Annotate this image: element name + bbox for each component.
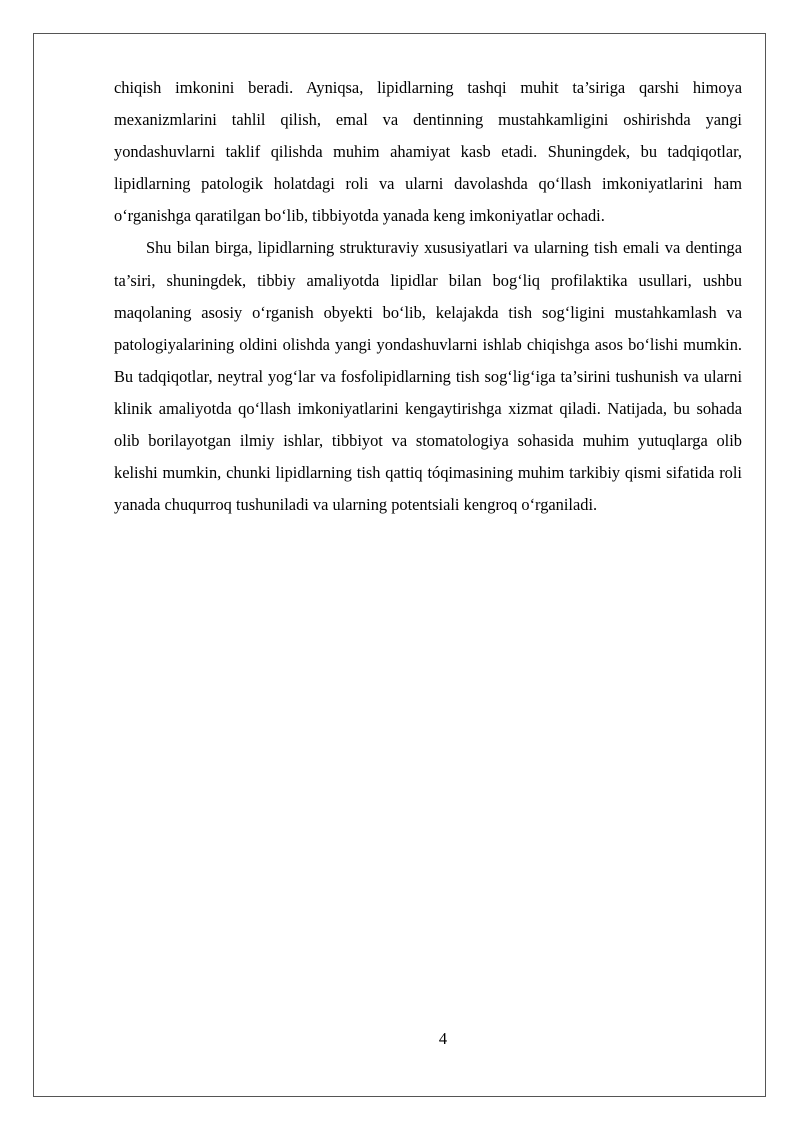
page-number: 4 (438, 1029, 448, 1048)
document-body (114, 72, 742, 521)
paragraph-2: Shu bilan birga, lipidlarning strukturaviy xususiyatlari va ularning tish emali va dentinga ta’siri, shuningdek, tibbiy amaliyotda lipidlar bilan bog‘liq profilaktika usullari, ushbu maqolaning asosiy o‘rganish obyekti bo‘lib, kelajakda tish sog‘ligini mustahkamlash va patologiyalarining oldini olishda yangi yondashuvlarni ishlab chiqishga asos bo‘lishi mumkin. Bu tadqiqotlar, neytral yog‘lar va fosfolipidlarning tish sog‘lig‘iga ta’sirini tushunish va ularni klinik amaliyotda qo‘llash imkoniyatlarini kengaytirishga xizmat qiladi. Natijada, bu sohada olib borilayotgan ilmiy ishlar, tibbiyot va stomatologiya sohasida muhim yutuqlarga olib kelishi mumkin, chunki lipidlarning tish qattiq tóqimasining muhim tarkibiy qismi sifatida roli yanada chuqurroq tushuniladi va ularning potentsiali kengroq o‘rganiladi. (114, 238, 742, 515)
paragraph-1: chiqish imkonini beradi. Ayniqsa, lipidlarning tashqi muhit ta’siriga qarshi himoya mexanizmlarini tahlil qilish, emal va dentinning mustahkamligini oshirishda yangi yondashuvlarni taklif qilishda muhim ahamiyat kasb etadi. Shuningdek, bu tadqiqotlar, lipidlarning patologik holatdagi roli va ularni davolashda qo‘llash imkoniyatlarini ham o‘rganishga qaratilgan bo‘lib, tibbiyotda yanada keng imkoniyatlar ochadi. (114, 78, 742, 226)
